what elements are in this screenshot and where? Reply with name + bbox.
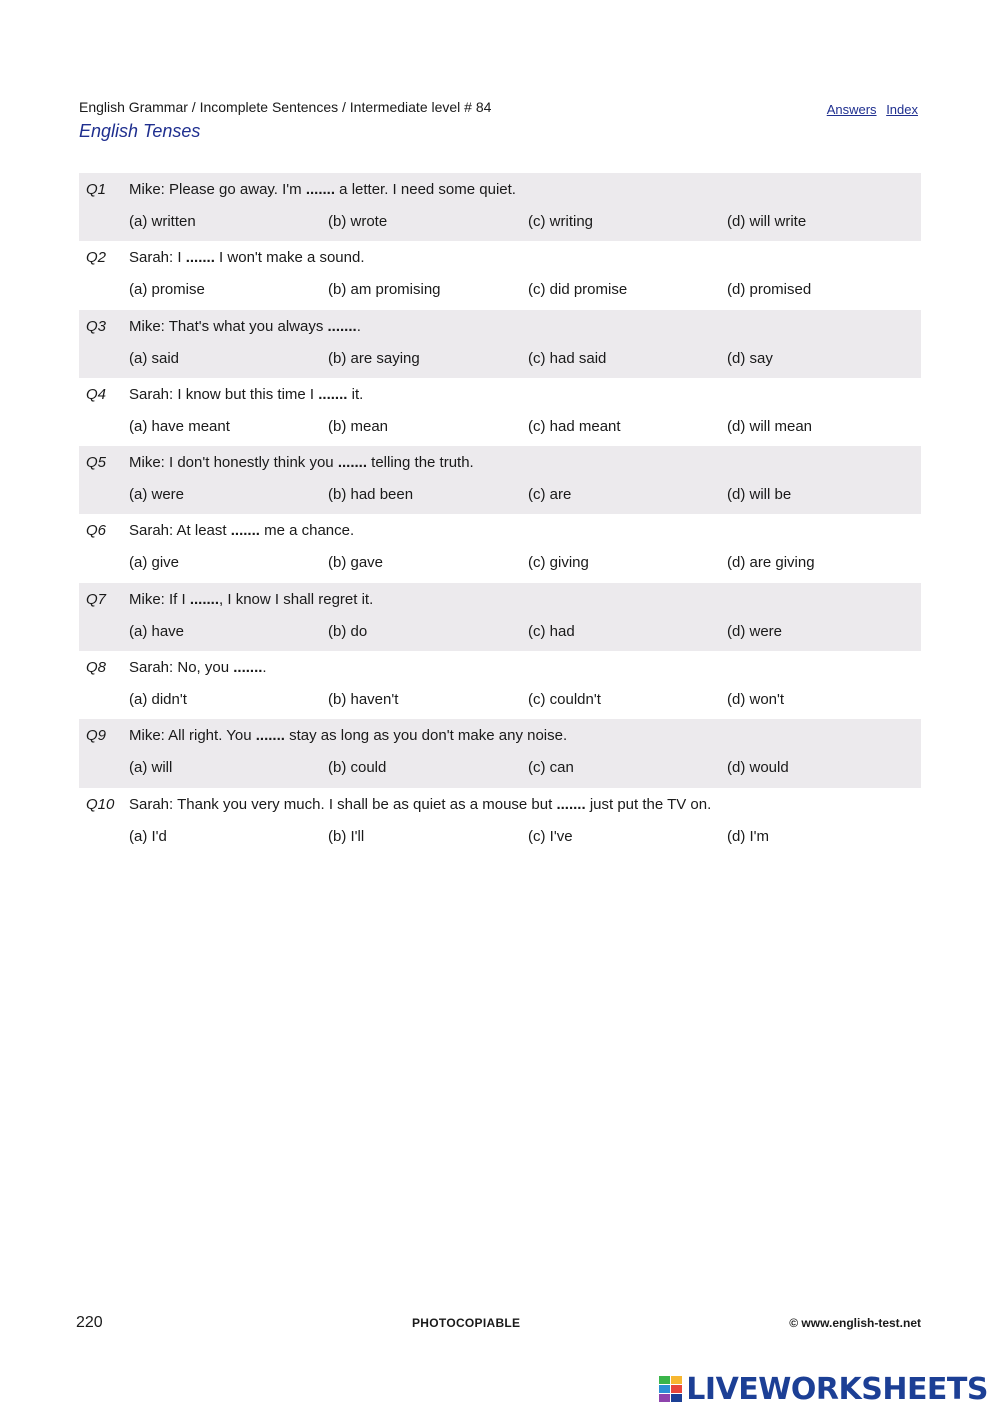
answer-options bbox=[129, 281, 921, 301]
answer-options bbox=[129, 554, 921, 574]
question-number: Q7 bbox=[86, 590, 107, 608]
answer-options bbox=[129, 623, 921, 643]
question-text bbox=[129, 522, 354, 539]
answer-options bbox=[129, 486, 921, 506]
question-text-after: . bbox=[262, 659, 267, 677]
answer-blank: ....... bbox=[337, 454, 367, 472]
question-number: Q10 bbox=[86, 795, 115, 813]
question-text-after: stay as long as you don't make any noise. bbox=[284, 727, 568, 745]
breadcrumb: English Grammar / Incomplete Sentences / Intermediate level # 84 bbox=[79, 99, 492, 115]
answer-options bbox=[129, 418, 921, 438]
question-number: Q6 bbox=[86, 522, 107, 540]
question-text bbox=[129, 796, 711, 813]
answer-blank: ....... bbox=[327, 317, 357, 335]
question-text-after: I won't make a sound. bbox=[214, 249, 365, 267]
answer-option-c[interactable]: (c) are bbox=[528, 486, 572, 504]
answer-option-c[interactable]: (c) I've bbox=[528, 827, 573, 845]
liveworksheets-logo bbox=[659, 1372, 988, 1406]
answer-option-c[interactable]: (c) can bbox=[528, 759, 574, 777]
question-text-before: Mike: All right. You bbox=[129, 727, 256, 745]
answer-options bbox=[129, 759, 921, 779]
question-text-after: a letter. I need some quiet. bbox=[335, 181, 516, 198]
answer-option-d[interactable]: (d) won't bbox=[727, 691, 785, 709]
question-number: Q8 bbox=[86, 659, 107, 677]
answer-options bbox=[129, 691, 921, 711]
answer-option-c[interactable]: (c) writing bbox=[528, 213, 594, 230]
question-text-after: telling the truth. bbox=[367, 454, 474, 472]
question-text bbox=[129, 659, 267, 676]
question-text bbox=[129, 591, 373, 608]
answer-option-a[interactable]: (a) give bbox=[129, 554, 180, 572]
question-text-after: me a chance. bbox=[259, 522, 355, 540]
answer-blank: ....... bbox=[185, 249, 215, 267]
answer-option-a[interactable]: (a) written bbox=[129, 213, 196, 230]
question-text-before: Sarah: At least bbox=[129, 522, 231, 540]
question-number: Q3 bbox=[86, 317, 107, 335]
question-text-before: Sarah: I know but this time I bbox=[129, 385, 319, 403]
answer-option-d[interactable]: (d) I'm bbox=[727, 827, 770, 845]
question-row bbox=[79, 173, 921, 241]
answer-option-c[interactable]: (c) couldn't bbox=[528, 691, 601, 709]
answer-blank: ....... bbox=[189, 590, 220, 608]
answer-option-a[interactable]: (a) said bbox=[129, 349, 180, 367]
answer-blank: ....... bbox=[233, 659, 263, 677]
answer-option-a[interactable]: (a) didn't bbox=[129, 691, 187, 709]
question-text-before: Mike: That's what you always bbox=[129, 317, 328, 335]
question-text-after: just put the TV on. bbox=[585, 795, 712, 813]
question-number: Q1 bbox=[86, 181, 107, 198]
answer-option-a[interactable]: (a) I'd bbox=[129, 827, 167, 845]
answer-option-b[interactable]: (b) could bbox=[328, 759, 387, 777]
question-row bbox=[79, 583, 921, 651]
answer-option-b[interactable]: (b) are saying bbox=[328, 349, 420, 367]
page-title: English Tenses bbox=[79, 121, 201, 141]
question-number: Q4 bbox=[86, 385, 107, 403]
question-text-after: , I know I shall regret it. bbox=[219, 590, 374, 608]
answer-blank: ....... bbox=[318, 385, 348, 403]
question-number: Q2 bbox=[86, 249, 107, 267]
liveworksheets-logo-icon bbox=[659, 1376, 683, 1402]
question-row bbox=[79, 446, 921, 514]
answer-options bbox=[129, 350, 921, 370]
answer-option-d[interactable]: (d) were bbox=[727, 622, 783, 640]
answer-option-b[interactable]: (b) I'll bbox=[328, 827, 365, 845]
answer-option-b[interactable]: (b) mean bbox=[328, 417, 389, 435]
answer-option-c[interactable]: (c) had meant bbox=[528, 417, 621, 435]
question-row bbox=[79, 719, 921, 787]
question-row bbox=[79, 378, 921, 446]
question-text bbox=[129, 318, 361, 335]
answer-blank: ....... bbox=[255, 727, 285, 745]
page-number: 220 bbox=[76, 1314, 103, 1331]
answer-option-c[interactable]: (c) had bbox=[528, 622, 575, 640]
answer-option-b[interactable]: (b) had been bbox=[328, 486, 414, 504]
answer-option-a[interactable]: (a) will bbox=[129, 759, 173, 777]
answer-option-d[interactable]: (d) will be bbox=[727, 486, 792, 504]
answer-option-d[interactable]: (d) will mean bbox=[727, 417, 813, 435]
question-row bbox=[79, 241, 921, 309]
answer-option-d[interactable]: (d) promised bbox=[727, 281, 812, 299]
index-link[interactable]: Index bbox=[886, 102, 918, 117]
question-text-before: Sarah: I bbox=[129, 249, 186, 267]
answer-option-b[interactable]: (b) gave bbox=[328, 554, 384, 572]
top-links bbox=[821, 102, 918, 117]
answer-option-a[interactable]: (a) have meant bbox=[129, 417, 230, 435]
answer-option-b[interactable]: (b) wrote bbox=[328, 213, 388, 230]
question-text-before: Mike: I don't honestly think you bbox=[129, 454, 338, 472]
question-text bbox=[129, 454, 474, 471]
answer-option-d[interactable]: (d) are giving bbox=[727, 554, 815, 572]
question-row bbox=[79, 788, 921, 856]
photocopiable-label: PHOTOCOPIABLE bbox=[412, 1316, 521, 1330]
answer-blank: ....... bbox=[556, 795, 586, 813]
answer-option-a[interactable]: (a) were bbox=[129, 486, 185, 504]
answer-option-a[interactable]: (a) promise bbox=[129, 281, 205, 299]
copyright-text: © www.english-test.net bbox=[789, 1316, 921, 1330]
answer-option-d[interactable]: (d) will write bbox=[727, 213, 807, 230]
liveworksheets-brand-text: LIVEWORKSHEETS bbox=[686, 1371, 988, 1407]
answer-option-b[interactable]: (b) haven't bbox=[328, 691, 399, 709]
answer-option-d[interactable]: (d) say bbox=[727, 349, 773, 367]
answer-options bbox=[129, 213, 921, 233]
question-text-before: Sarah: No, you bbox=[129, 659, 234, 677]
question-row bbox=[79, 310, 921, 378]
question-list bbox=[79, 173, 921, 856]
question-row bbox=[79, 514, 921, 582]
answer-blank: ....... bbox=[305, 181, 336, 198]
answers-link[interactable]: Answers bbox=[826, 102, 877, 117]
answer-option-d[interactable]: (d) would bbox=[727, 759, 789, 777]
question-text bbox=[129, 727, 567, 744]
answer-option-c[interactable]: (c) did promise bbox=[528, 281, 628, 299]
question-text bbox=[129, 181, 516, 198]
question-text-after: it. bbox=[347, 385, 364, 403]
answer-option-a[interactable]: (a) have bbox=[129, 622, 185, 640]
question-row bbox=[79, 651, 921, 719]
question-text bbox=[129, 249, 365, 266]
question-text-before: Mike: Please go away. I'm bbox=[129, 181, 306, 198]
question-text bbox=[129, 386, 363, 403]
question-number: Q5 bbox=[86, 454, 107, 472]
question-number: Q9 bbox=[86, 727, 107, 745]
answer-option-b[interactable]: (b) do bbox=[328, 622, 368, 640]
answer-option-c[interactable]: (c) giving bbox=[528, 554, 589, 572]
answer-option-b[interactable]: (b) am promising bbox=[328, 281, 441, 299]
question-text-before: Mike: If I bbox=[129, 590, 190, 608]
answer-options bbox=[129, 828, 921, 848]
question-text-after: . bbox=[356, 317, 361, 335]
answer-option-c[interactable]: (c) had said bbox=[528, 349, 607, 367]
answer-blank: ....... bbox=[230, 522, 260, 540]
question-text-before: Sarah: Thank you very much. I shall be as quiet as a mouse but bbox=[129, 795, 557, 813]
